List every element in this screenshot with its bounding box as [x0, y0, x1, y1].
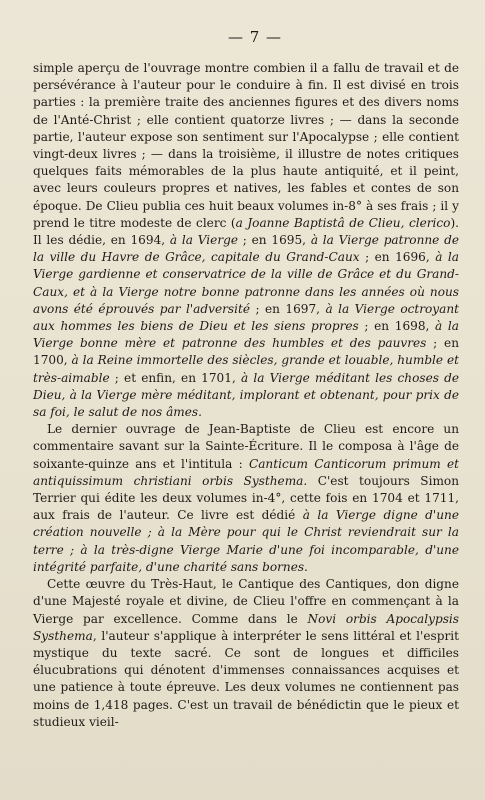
paragraph-2: [33, 421, 459, 576]
text-run: ). Il les dédie, en 1694,: [33, 215, 460, 248]
text-run: simple aperçu de l'ouvrage montre combien il a fallu de travail et de persévérance à l'auteur pour le conduire à fin. Il est divisé en trois parties : la première traite des anciennes figures et des divers noms de l'Anté-Christ ; elle contient quatorze livres ; — dans la seconde partie, l'auteur expose son sentiment sur l'Apocalypse ; elle contient vingt-deux livres ; — dans la troisième, il illustre de notes critiques quelques faits mémorables de la plus haute antiquité, et il peint, avec leurs couleurs propres et natives, les fables et contes de son époque. De Clieu publia ces huit beaux volumes in-8° à ses frais ; il y prend le titre modeste de clerc (: [33, 61, 459, 230]
text-run-italic: à la Vierge digne d'une création nouvelle ; à la Mère pour qui le Christ reviendrait sur la terre ; à la très-digne Vierge Marie d'une foi incomparable, d'une intégrité parfaite, d'une charité sans bornes.: [33, 508, 459, 574]
text-run-italic: a Joanne Baptistâ de Clieu, clerico: [235, 215, 451, 230]
text-run-italic: à la Vierge bonne mère et patronne des humbles et des pauvres: [33, 319, 459, 351]
text-run: Cette œuvre du Très-Haut, le Cantique des Cantiques, don digne d'une Majesté royale et divine, de Clieu l'offre en commençant à la Vierge par excellence. Comme dans le: [33, 577, 459, 626]
text-run: ; en 1698,: [358, 319, 436, 334]
text-run-italic: Novi orbis Apocalypsis Systhema: [33, 611, 459, 643]
text-run-italic: à la Vierge patronne de la ville du Havre de Grâce, capitale du Grand-Caux: [33, 233, 459, 265]
text-run: C'est toujours Simon Terrier qui édite les deux volumes in-4°, cette fois en 1704 et 1711, aux frais de l'auteur. Ce livre est dédié: [33, 473, 459, 523]
text-run: Le dernier ouvrage de Jean-Baptiste de Clieu est encore un commentaire savant sur la Sainte-Écriture. Il le composa à l'âge de soixante-quinze ans et l'intitula :: [33, 422, 459, 471]
text-run-italic: à la Vierge: [169, 233, 238, 248]
text-run: ; en 1695,: [238, 233, 311, 248]
text-run: ; en 1700,: [33, 336, 460, 368]
text-run-italic: à la Vierge gardienne et conservatrice de la ville de Grâce et du Grand-Caux, et à la Vierge notre bonne patronne dans les années où nous avons été éprouvés par l'adversité: [33, 250, 459, 316]
text-run-italic: à la Reine immortelle des siècles, grande et louable, humble et très-aimable: [33, 353, 460, 385]
paragraph-3: [33, 576, 459, 731]
text-run: , l'auteur s'applique à interpréter le sens littéral et l'esprit mystique du texte sacré. Ce sont de longues et difficiles élucubrations qui dénotent d'immenses connaissances acquises et une patience à toute épreuve. Les deux volumes ne contiennent pas moins de 1,418 pages. C'est un travail de bénédictin que le pieux et studieux vieil-: [33, 628, 459, 729]
page-number: — 7 —: [227, 28, 283, 46]
text-run: ; en 1697,: [250, 301, 326, 316]
paragraph-1: [33, 60, 459, 421]
text-run-italic: à la Vierge méditant les choses de Dieu, à la Vierge mère méditant, implorant et obtenant, pour prix de sa foi, le salut de nos âmes.: [33, 370, 460, 420]
body-text: [33, 60, 459, 731]
text-run-italic: Canticum Canticorum primum et antiquissimum christiani orbis Systhema.: [33, 456, 459, 488]
text-run: ; et enfin, en 1701,: [109, 370, 241, 385]
text-run-italic: à la Vierge octroyant aux hommes les biens de Dieu et les siens propres: [33, 301, 459, 334]
text-run: ; en 1696,: [359, 250, 436, 265]
